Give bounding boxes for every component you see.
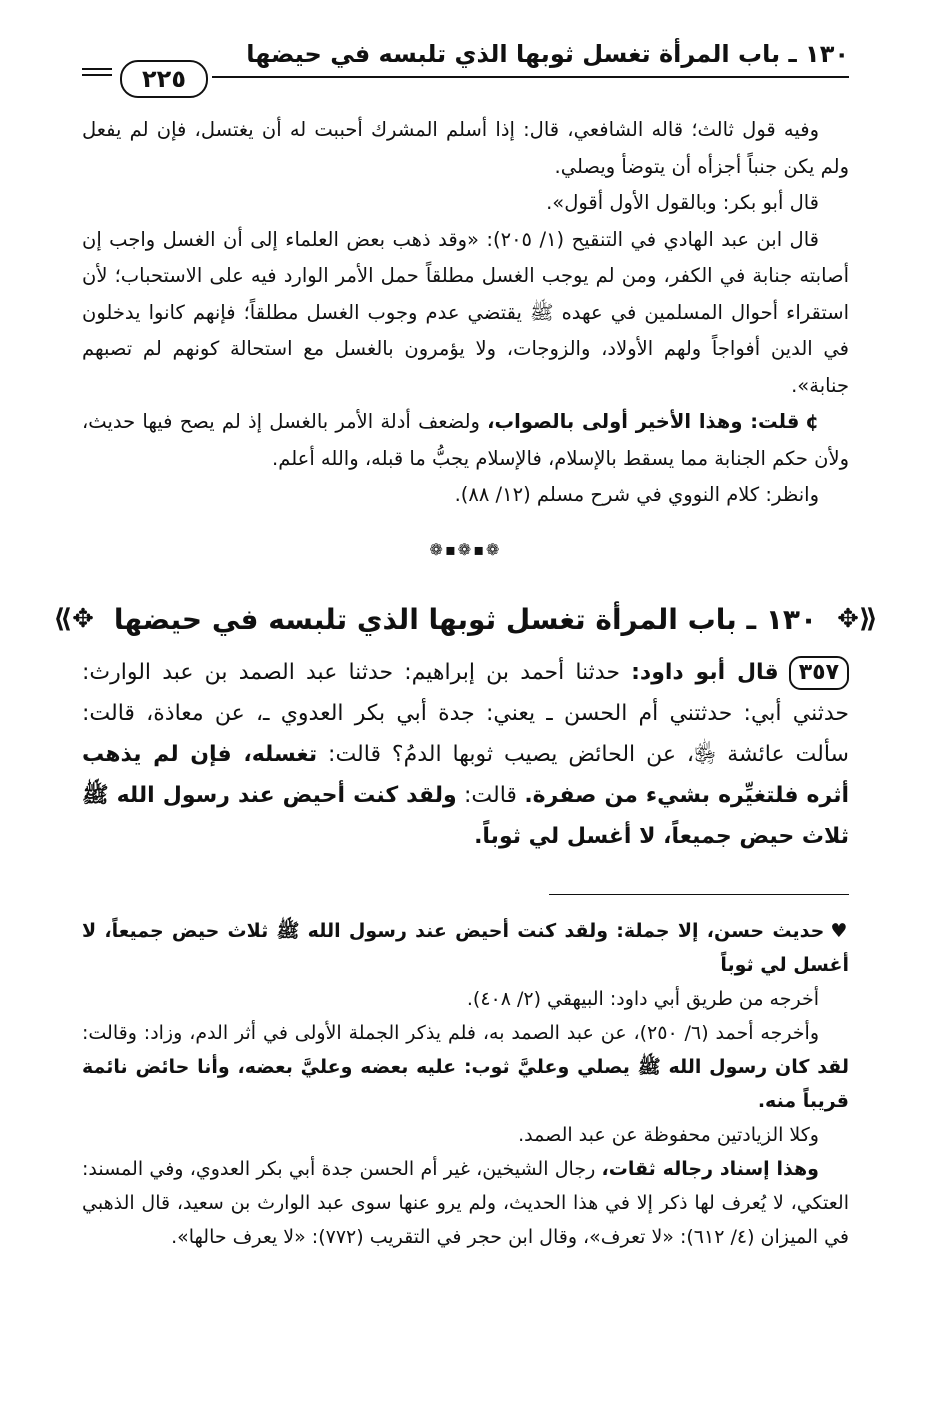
narrator: قال أبو داود: bbox=[631, 660, 779, 685]
note-paragraph bbox=[82, 1152, 849, 1254]
running-header bbox=[82, 30, 849, 94]
footnote-separator bbox=[549, 894, 849, 895]
note-text: رجال الشيخين، غير أم الحسن جدة أبي بكر العدوي، وفي المسند: العتكي، لا يُعرف لها ذكر إلا في هذا الحديث، ولم يرو عنها سوى عبد الوارث بن سعيد، قال الذهبي في الميزان (٤/ ٦١٢): «لا تعرف»، وقال ابن حجر في التقريب (٧٧٢): «لا يعرف حالها». bbox=[82, 1158, 849, 1248]
paragraph: قال أبو بكر: وبالقول الأول أقول». bbox=[546, 191, 819, 214]
comment-mark-icon: ¢ bbox=[805, 410, 819, 433]
paragraph-rest: ولضعف أدلة الأمر بالغسل إذ لم يصح فيها حديث، ولأن حكم الجنابة مما يسقط بالإسلام، فالإسلام يجبُّ ما قبله، والله أعلم. bbox=[82, 410, 849, 470]
page-number: ٢٢٥ bbox=[120, 60, 208, 98]
note-bold: لقد كان رسول الله ﷺ يصلي وعليَّ ثوب: عليه بعضه وعليَّ بعضه، وأنا حائض نائمة قريباً منه. bbox=[82, 1056, 849, 1112]
isnad: حدثنا أحمد بن إبراهيم: حدثنا عبد الصمد بن عبد الوارث: حدثني أبي: حدثتني أم الحسن ـ يعني: جدة أبي بكر العدوي ـ، عن معاذة، قالت: سألت عائشة ﵂، عن الحائض يصيب ثوبها الدمُ؟ قالت: bbox=[82, 660, 849, 767]
note-paragraph bbox=[82, 1016, 849, 1118]
paragraph: وانظر: كلام النووي في شرح مسلم (١٢/ ٨٨). bbox=[454, 483, 819, 506]
hadith-block bbox=[82, 652, 849, 857]
section-divider-ornament: ❁▪❁▪❁ bbox=[429, 540, 502, 559]
notes-section bbox=[82, 914, 849, 1254]
paragraph: وفيه قول ثالث؛ قاله الشافعي، قال: إذا أسلم المشرك أحببت له أن يغتسل، فإن لم يفعل ولم يكن جنباً أجزأه أن يتوضأ ويصلي. bbox=[82, 118, 849, 178]
paragraph: قال ابن عبد الهادي في التنقيح (١/ ٢٠٥): «وقد ذهب بعض العلماء إلى أن الغسل واجب إن أصابته جنابة في الكفر، ومن لم يوجب الغسل مطلقاً حمل الأمر الوارد فيه على الاستحباب؛ لأن استقراء أحوال المسلمين في عهده ﷺ يقتضي عدم وجوب الغسل مطلقاً؛ فإنهم كانوا يدخلون في الدين أفواجاً ولهم الأولاد، والزوجات، ولا يؤمرون بالغسل مع استحالة كونهم لم تصبهم جنابة». bbox=[82, 227, 849, 397]
heading-ornament-icon: ✥⟫ bbox=[53, 604, 94, 634]
chapter-heading bbox=[53, 592, 878, 646]
note-paragraph: أخرجه من طريق أبي داود: البيهقي (٢/ ٤٠٨). bbox=[466, 988, 819, 1010]
grade-text: حديث حسن، إلا جملة: ولقد كنت أحيض عند رسول الله ﷺ ثلاث حيض جميعاً، لا أغسل لي ثوباً bbox=[82, 920, 849, 976]
header-rule bbox=[212, 76, 849, 78]
heading-ornament-icon: ⟪✥ bbox=[837, 604, 878, 634]
running-title: ١٣٠ ـ باب المرأة تغسل ثوبها الذي تلبسه في حيضها bbox=[246, 40, 849, 68]
bold-phrase: قلت: وهذا الأخير أولى بالصواب، bbox=[487, 410, 800, 433]
top-section bbox=[82, 112, 849, 514]
paragraph bbox=[82, 404, 849, 477]
header-double-rule bbox=[82, 68, 112, 76]
note-bold: وهذا إسناد رجاله ثقات، bbox=[601, 1158, 819, 1180]
matn-answer: تغسله، فإن لم يذهب أثره فلتغيِّره بشيء من صفرة. bbox=[82, 742, 849, 808]
matn-mid: قالت: bbox=[456, 783, 525, 808]
chapter-title: ١٣٠ ـ باب المرأة تغسل ثوبها الذي تلبسه في حيضها bbox=[113, 602, 818, 636]
hadith-number: ٣٥٧ bbox=[789, 656, 849, 690]
hadith-grade bbox=[82, 914, 849, 982]
note-paragraph: وكلا الزيادتين محفوظة عن عبد الصمد. bbox=[518, 1124, 819, 1146]
note-text: وأخرجه أحمد (٦/ ٢٥٠)، عن عبد الصمد به، فلم يذكر الجملة الأولى في أثر الدم، وزاد: وقالت: bbox=[82, 1022, 819, 1044]
hadith-text bbox=[82, 652, 849, 857]
matn-end: ولقد كنت أحيض عند رسول الله ﷺ ثلاث حيض جميعاً، لا أغسل لي ثوباً. bbox=[82, 783, 849, 849]
grade-mark-icon: ♥ bbox=[830, 920, 849, 942]
